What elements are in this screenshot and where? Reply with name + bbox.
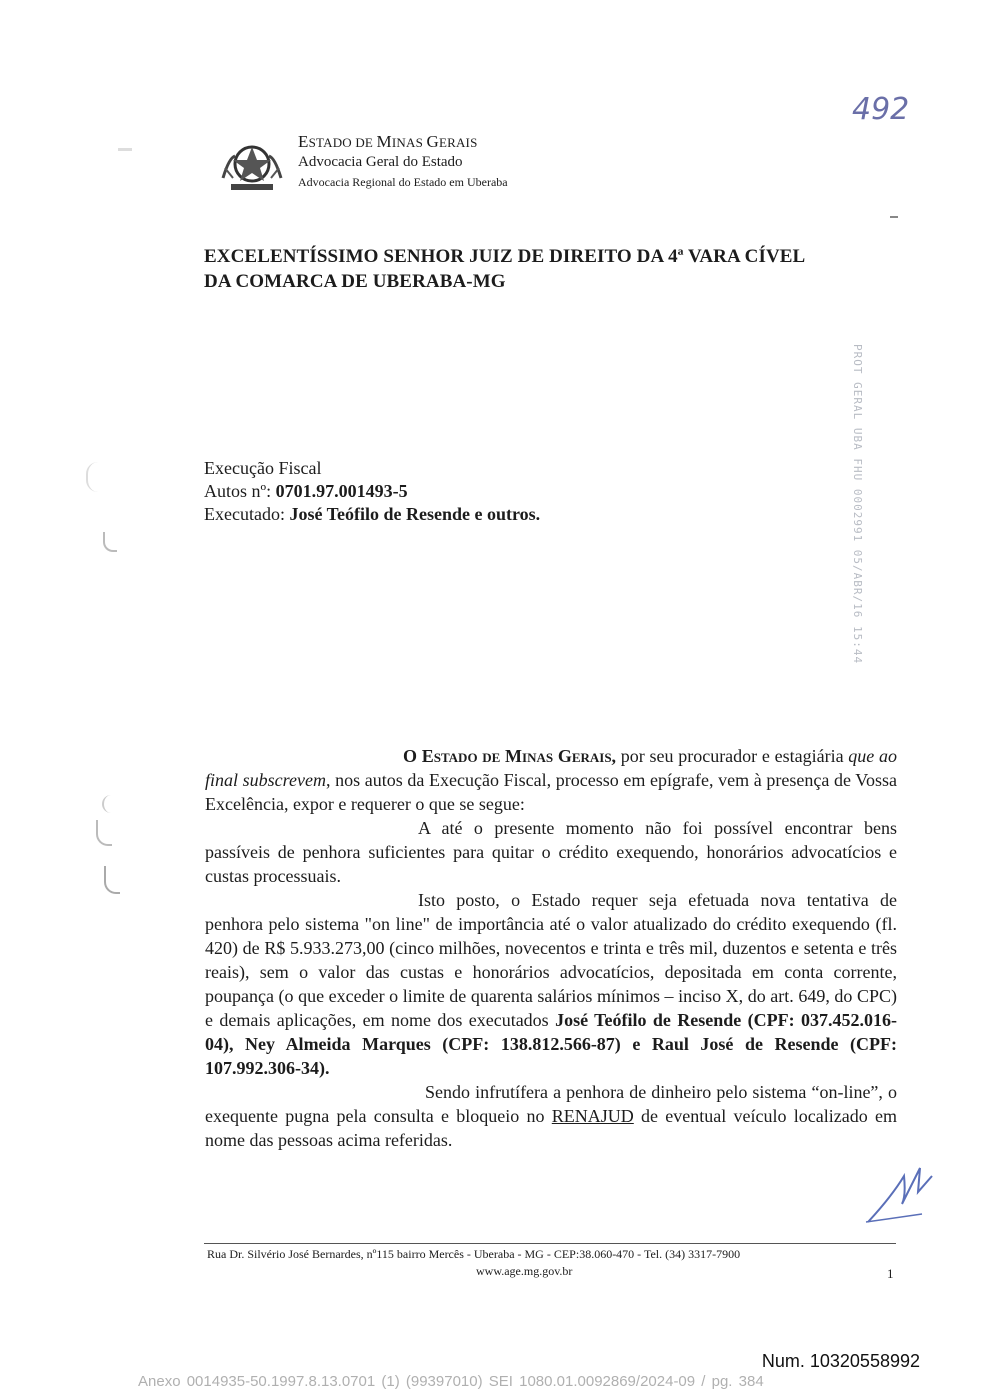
punch-mark — [104, 866, 120, 894]
paragraph-request: Isto posto, o Estado requer seja efetuada nova tentativa de penhora pelo sistema "on line" de importância até o valor atualizado do crédito exequendo (fl. 420) de R$ 5.933.273,00 (cinco milhões, novecentos e trinta e três mil, duzentos e setenta e três reais), sem o valor das custas e honorários advocatícios, depositada em conta corrente, poupança (o que exceder o limite de quarenta salários mínimos – inciso X, do art. 649, do CPC) e demais aplicações, em nome dos executados José Teófilo de Resende (CPF: 037.452.016-04), Ney Almeida Marques (CPF: 138.812.566-87) e Raul José de Resende (CPF: 107.992.306-34). — [205, 890, 897, 1078]
paragraph-renajud: Sendo infrutífera a penhora de dinheiro pelo sistema “on-line”, o exequente pugna pela consulta e bloqueio no RENAJUD de eventual veículo localizado em nome das pessoas acima referidas. — [205, 1082, 897, 1150]
addressee — [204, 244, 904, 294]
state-name: ESTADO DE MINAS GERAIS — [298, 132, 478, 151]
page-number: 1 — [887, 1266, 894, 1281]
footer-website: www.age.mg.gov.br — [476, 1264, 573, 1278]
minas-gerais-crest-icon — [215, 138, 289, 194]
punch-mark — [86, 462, 100, 492]
case-number: Autos nº: 0701.97.001493-5 — [204, 481, 408, 501]
paragraph-no-assets: A até o presente momento não foi possível encontrar bens passíveis de penhora suficientes para quitar o crédito exequendo, honorários advocatícios e custas processuais. — [205, 818, 897, 886]
addressee-line1: EXCELENTÍSSIMO SENHOR JUIZ DE DIREITO DA 4ª VARA CÍVEL — [204, 246, 806, 267]
petition-body — [205, 744, 897, 1152]
document-number: Num. 10320558992 — [761, 1351, 920, 1371]
punch-mark — [96, 820, 112, 846]
footer-address: Rua Dr. Silvério José Bernardes, nº115 bairro Mercês - Uberaba - MG - CEP:38.060-470 - Tel. (34) 3317-7900 — [207, 1247, 741, 1261]
scan-mark — [118, 148, 132, 151]
regional-office: Advocacia Regional do Estado em Uberaba — [298, 175, 508, 189]
handwritten-page-number: 492 — [852, 92, 910, 127]
addressee-line2: DA COMARCA DE UBERABA-MG — [204, 271, 506, 292]
protocol-stamp: PROT GERAL UBA FHU 0002991 05/ABR/16 15:44 — [851, 344, 864, 665]
footer-rule — [204, 1243, 896, 1244]
case-identification — [204, 457, 540, 526]
agency-name: Advocacia Geral do Estado — [298, 154, 463, 170]
handwritten-initials — [862, 1156, 938, 1228]
paragraph-intro: O Estado de Minas Gerais, por seu procurador e estagiária que ao final subscrevem, nos autos da Execução Fiscal, processo em epígrafe, vem à presença de Vossa Excelência, expor e requerer o que se segue: — [205, 746, 897, 814]
punch-mark — [103, 532, 117, 552]
case-type: Execução Fiscal — [204, 458, 322, 478]
scan-mark — [890, 216, 898, 218]
punch-mark — [102, 795, 116, 813]
case-defendant: Executado: José Teófilo de Resende e outros. — [204, 504, 541, 524]
annex-reference: Anexo 0014935-50.1997.8.13.0701 (1) (99397010) SEI 1080.01.0092869/2024-09 / pg. 384 — [138, 1373, 764, 1390]
letterhead — [215, 132, 635, 192]
